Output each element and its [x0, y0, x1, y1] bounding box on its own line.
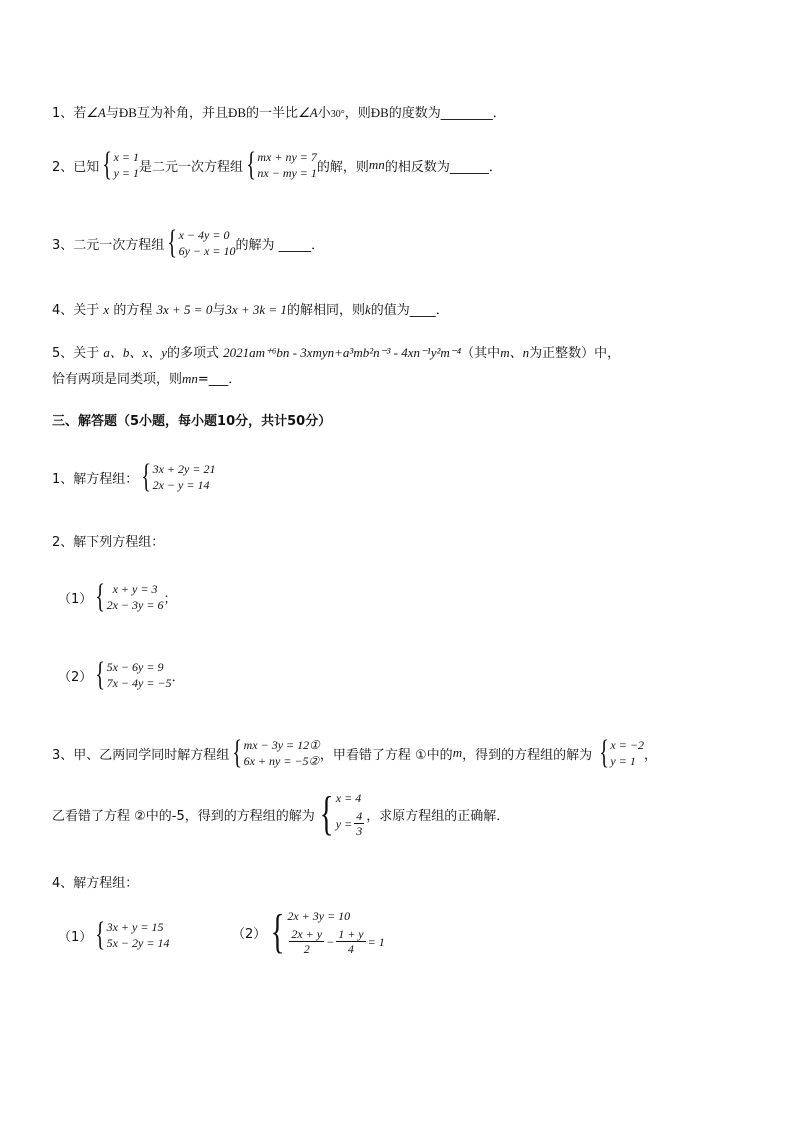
solve-1: 1、解方程组： { 3x + 2y = 21 2x − y = 14 [52, 458, 216, 495]
question-3: 3、二元一次方程组 { x − 4y = 0 6y − x = 10 的解为 _____． [52, 224, 325, 261]
solution-system: { x = 1 y = 1 [102, 146, 140, 183]
equation-system: { mx + ny = 7 nx − my = 1 [246, 146, 317, 183]
solve-4-part-1: （1） { 3x + y = 15 5x − 2y = 14 [58, 916, 170, 953]
question-4: 4、关于 x 的方程 3x + 5 = 0与3x + 3k = 1的解相同，则k的值为____． [52, 302, 449, 318]
question-5-line-2: 恰有两项是同类项，则mn=___． [52, 371, 242, 387]
equation-system: { x − 4y = 0 6y − x = 10 [167, 224, 236, 261]
equation-system: { 3x + 2y = 21 2x − y = 14 [141, 458, 216, 495]
equation-system: { 2x + 3y = 10 $\frac{2x + y}{2}$ − $\frac{1 + y}{4}$ = 1 [270, 905, 385, 958]
section-title: 三、解答题（5小题，每小题10分，共计50分） [52, 414, 332, 429]
question-1: 1、若∠A与ÐB互为补角，并且ÐB的一半比∠A小30°，则ÐB的度数为________． [52, 105, 506, 121]
equation-system: { x + y = 3 2x − 3y = 6 [95, 578, 164, 615]
solve-2-part-2: （2） { 5x − 6y = 9 7x − 4y = −5 ． [58, 656, 185, 693]
question-5-line-1: 5、关于 a、b、x、y的多项式 2021am⁺⁶bn - 3xmyn+a³mb²n⁻³ - 4xn⁻¹y²m⁻⁴（其中m、n为正整数）中， [52, 345, 621, 361]
solution-system: { x = −2 y = 1 [599, 734, 644, 771]
solve-3-line-2: 乙看错了方程 ②中的-5，得到的方程组的解为 { x = 4 y = $\frac{4}{3}$ ，求原方程组的正确解． [52, 787, 510, 840]
solve-3-line-1: 3、甲、乙两同学同时解方程组 { mx − 3y = 12① 6x + ny = −5② ，甲看错了方程 ①中的 m ，得到的方程组的解为 { x = −2 y = 1 ， [52, 734, 657, 771]
equation-system: { mx − 3y = 12① 6x + ny = −5② [232, 734, 320, 771]
solve-4-label: 4、解方程组： [52, 876, 139, 891]
equation-system: { 3x + y = 15 5x − 2y = 14 [95, 916, 170, 953]
solve-2-label: 2、解下列方程组： [52, 535, 165, 550]
solution-system: { x = 4 y = $\frac{4}{3}$ [319, 787, 363, 840]
solve-4-part-2: （2） { 2x + 3y = 10 $\frac{2x + y}{2}$ − $\frac{1 + y}{4}$ = 1 [232, 905, 385, 958]
equation-system: { 5x − 6y = 9 7x − 4y = −5 [95, 656, 172, 693]
solve-2-part-1: （1） { x + y = 3 2x − 3y = 6 ； [58, 578, 177, 615]
question-2: 2、已知 { x = 1 y = 1 是二元一次方程组 { mx + ny = 7 nx − my = 1 的解，则 mn 的相反数为______． [52, 146, 502, 183]
